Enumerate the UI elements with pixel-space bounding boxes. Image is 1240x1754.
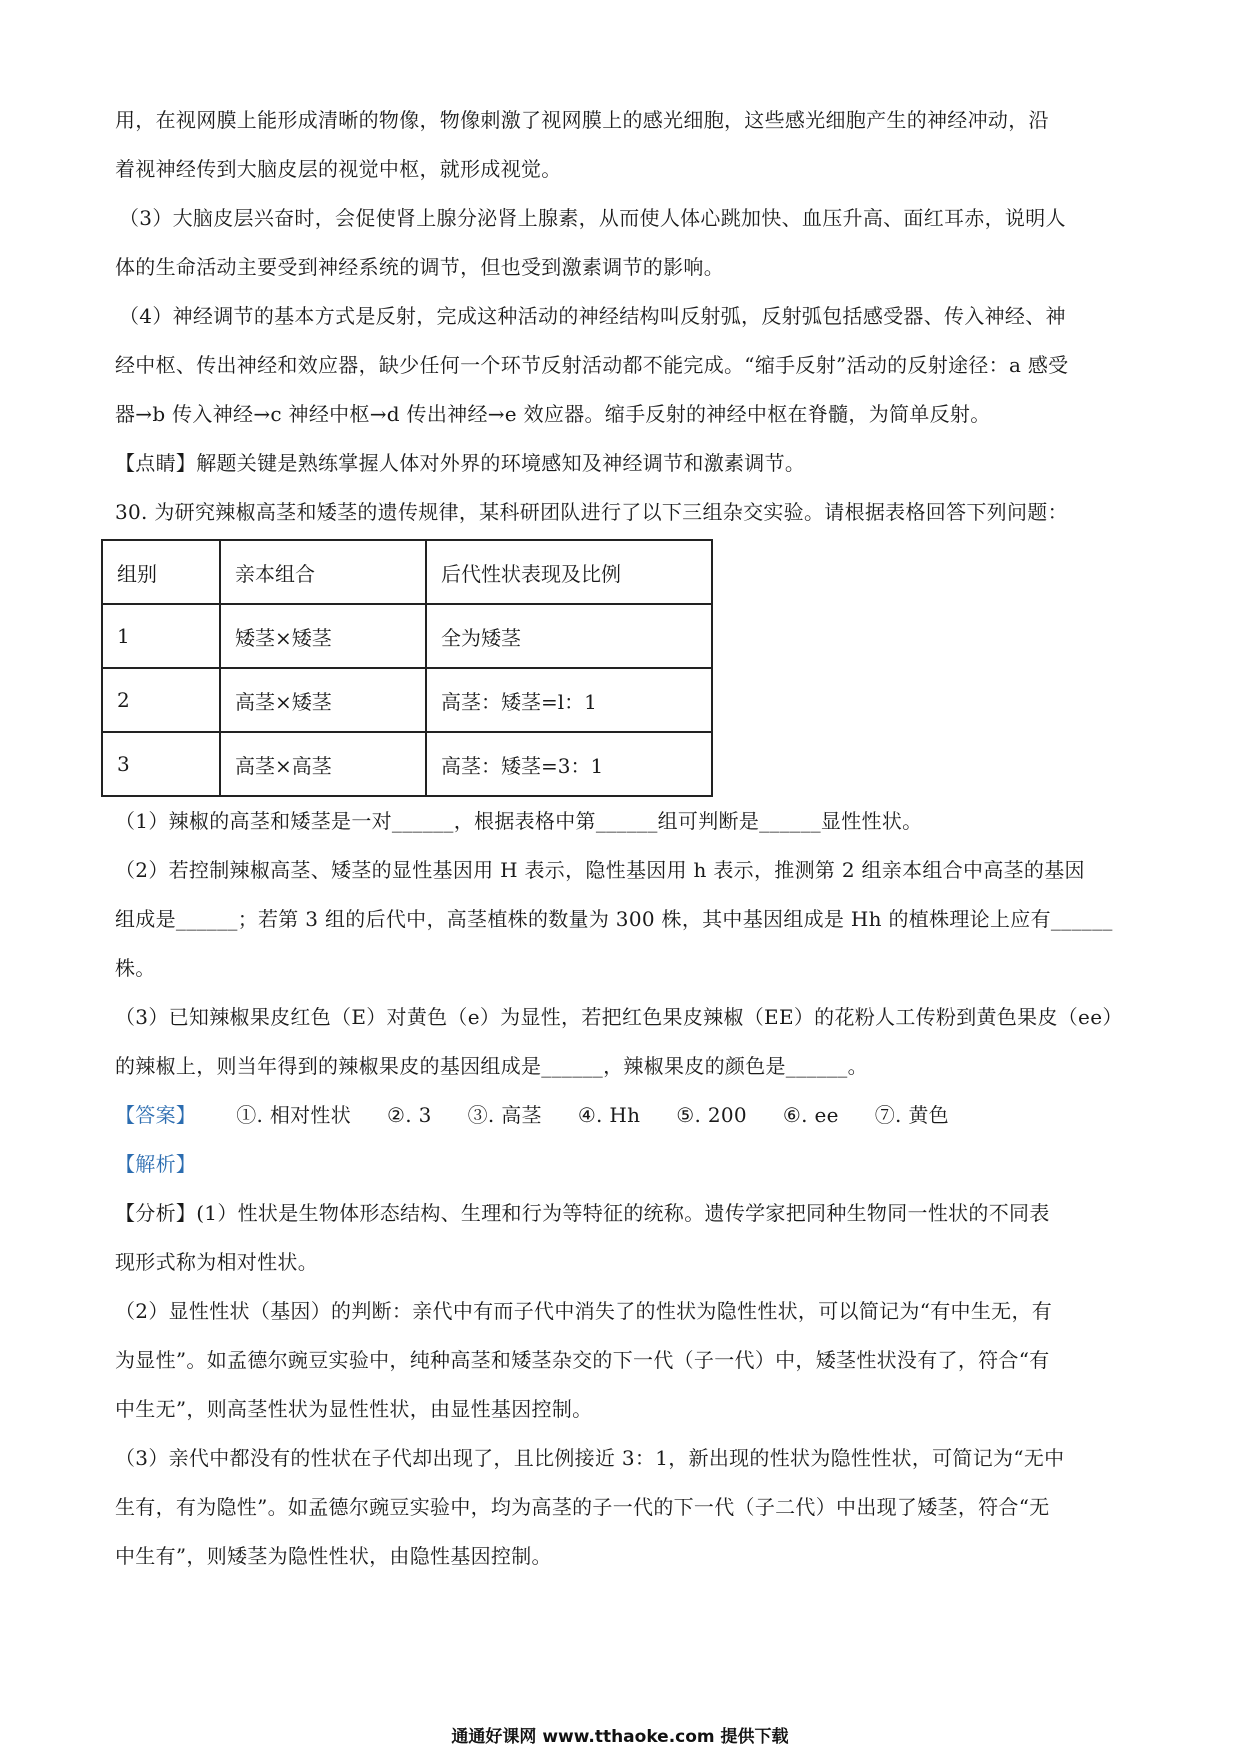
analysis-line: 现形式称为相对性状。 bbox=[115, 1250, 318, 1274]
question-line: 株。 bbox=[115, 956, 156, 980]
analysis-line: 中生无”，则高茎性状为显性性状，由显性基因控制。 bbox=[115, 1397, 593, 1421]
text-line: （3）大脑皮层兴奋时，会促使肾上腺分泌肾上腺素，从而使人体心跳加快、血压升高、面红耳赤，说明人 bbox=[119, 206, 1066, 230]
cross-experiment-table bbox=[101, 539, 713, 797]
table-header-row bbox=[102, 540, 712, 604]
answer-item: ⑥. ee bbox=[782, 1103, 839, 1127]
question-line: （2）若控制辣椒高茎、矮茎的显性基因用 H 表示，隐性基因用 h 表示，推测第 2 组亲本组合中高茎的基因 bbox=[115, 858, 1085, 882]
answer-item: ③. 高茎 bbox=[467, 1103, 542, 1127]
text-line: 经中枢、传出神经和效应器，缺少任何一个环节反射活动都不能完成。“缩手反射”活动的反射途径：a 感受 bbox=[115, 353, 1069, 377]
table-cell: 2 bbox=[102, 668, 220, 732]
answer-item: ⑦. 黄色 bbox=[874, 1103, 949, 1127]
table-header-cell: 后代性状表现及比例 bbox=[426, 540, 712, 604]
answer-item: ④. Hh bbox=[577, 1103, 641, 1127]
table-cell: 高茎：矮茎=l：1 bbox=[426, 668, 712, 732]
table-header-cell: 组别 bbox=[102, 540, 220, 604]
analysis-line: （3）亲代中都没有的性状在子代却出现了，且比例接近 3：1，新出现的性状为隐性性状，可简记为“无中 bbox=[115, 1446, 1065, 1470]
answer-item: ②. 3 bbox=[387, 1103, 432, 1127]
page-content bbox=[115, 96, 1130, 1581]
answer-item: ①. 相对性状 bbox=[236, 1103, 352, 1127]
table-cell: 全为矮茎 bbox=[426, 604, 712, 668]
analysis-line: 【分析】(1）性状是生物体形态结构、生理和行为等特征的统称。遗传学家把同种生物同一性状的不同表 bbox=[115, 1201, 1050, 1225]
answer-row bbox=[115, 1091, 1130, 1140]
answer-item: ⑤. 200 bbox=[676, 1103, 747, 1127]
text-line: 用，在视网膜上能形成清晰的物像，物像刺激了视网膜上的感光细胞，这些感光细胞产生的神经冲动，沿 bbox=[115, 108, 1049, 132]
text-line: 体的生命活动主要受到神经系统的调节，但也受到激素调节的影响。 bbox=[115, 255, 724, 279]
table-cell: 高茎：矮茎=3：1 bbox=[426, 732, 712, 796]
question-line: （3）已知辣椒果皮红色（E）对黄色（e）为显性，若把红色果皮辣椒（EE）的花粉人工传粉到黄色果皮（ee） bbox=[115, 1005, 1123, 1029]
analysis-line: 生有，有为隐性”。如孟德尔豌豆实验中，均为高茎的子一代的下一代（子二代）中出现了矮茎，符合“无 bbox=[115, 1495, 1050, 1519]
page-footer: 通通好课网 www.tthaoke.com 提供下载 bbox=[451, 1727, 789, 1747]
table-cell: 矮茎×矮茎 bbox=[220, 604, 426, 668]
answer-label: 【答案】 bbox=[115, 1103, 197, 1127]
text-line: 着视神经传到大脑皮层的视觉中枢，就形成视觉。 bbox=[115, 157, 562, 181]
analysis-line: 中生有”，则矮茎为隐性性状，由隐性基因控制。 bbox=[115, 1544, 552, 1568]
table-row bbox=[102, 732, 712, 796]
question-line: （1）辣椒的高茎和矮茎是一对______，根据表格中第______组可判断是______显性性状。 bbox=[115, 809, 923, 833]
question-line: 组成是______；若第 3 组的后代中，高茎植株的数量为 300 株，其中基因组成是 Hh 的植株理论上应有______ bbox=[115, 907, 1113, 931]
table-cell: 高茎×高茎 bbox=[220, 732, 426, 796]
analysis-line: 为显性”。如孟德尔豌豆实验中，纯种高茎和矮茎杂交的下一代（子一代）中，矮茎性状没有了，符合“有 bbox=[115, 1348, 1050, 1372]
text-line: （4）神经调节的基本方式是反射，完成这种活动的神经结构叫反射弧，反射弧包括感受器、传入神经、神 bbox=[119, 304, 1066, 328]
comment-line: 【点睛】解题关键是熟练掌握人体对外界的环境感知及神经调节和激素调节。 bbox=[115, 451, 806, 475]
table-row bbox=[102, 604, 712, 668]
table-row bbox=[102, 668, 712, 732]
table-cell: 1 bbox=[102, 604, 220, 668]
table-cell: 高茎×矮茎 bbox=[220, 668, 426, 732]
question-line: 的辣椒上，则当年得到的辣椒果皮的基因组成是______，辣椒果皮的颜色是______。 bbox=[115, 1054, 868, 1078]
text-line: 器→b 传入神经→c 神经中枢→d 传出神经→e 效应器。缩手反射的神经中枢在脊髓，为简单反射。 bbox=[115, 402, 991, 426]
question-heading: 30. 为研究辣椒高茎和矮茎的遗传规律，某科研团队进行了以下三组杂交实验。请根据表格回答下列问题： bbox=[115, 500, 1068, 524]
table-cell: 3 bbox=[102, 732, 220, 796]
table-header-cell: 亲本组合 bbox=[220, 540, 426, 604]
analysis-line: （2）显性性状（基因）的判断：亲代中有而子代中消失了的性状为隐性性状，可以简记为“有中生无，有 bbox=[115, 1299, 1053, 1323]
analysis-label: 【解析】 bbox=[115, 1152, 197, 1176]
